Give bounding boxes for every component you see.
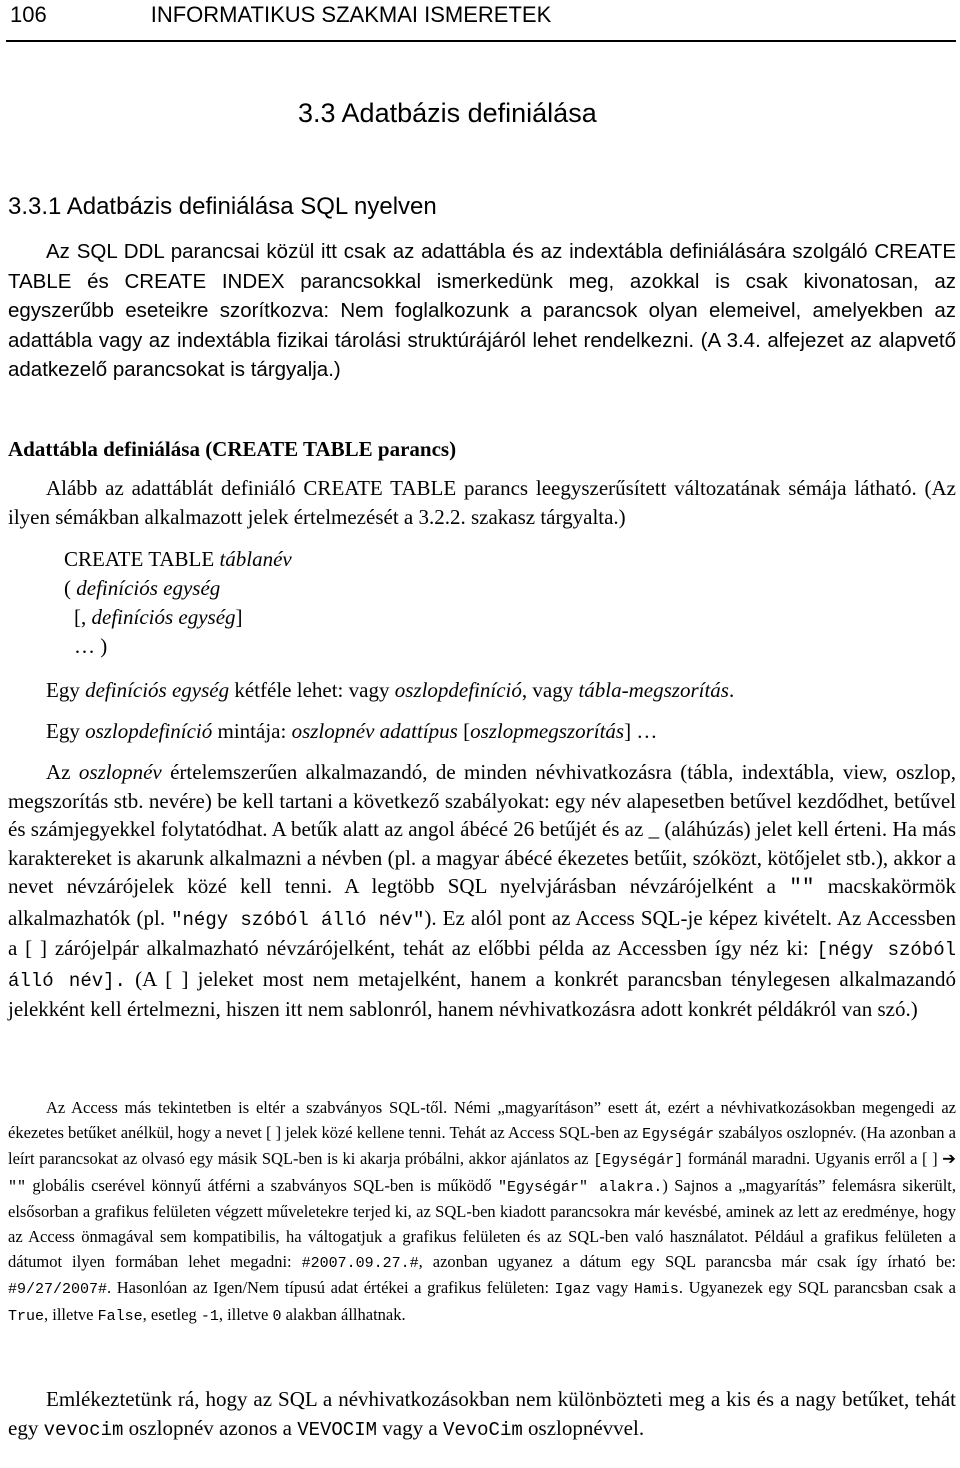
access-note-paragraph: Az Access más tekintetben is eltér a szabványos SQL-től. Némi „magyarításon” esett át, ezért a névhivatkozásokban megengedi az ékezetes betűket anélkül, hogy a nevet [ ] jelek közé kellene tenni. Tehát az Access SQL-ben az Egységár szabályos oszlopnév. (Ha azonban a leírt parancsokat az olvasó egy másik SQL-ben is ki akarja próbálni, akkor ajánlatos az [Egységár] formánál maradni. Ugyanis erről a [ ] ➔ ″″ globális cserével könnyű átférni a szabványos SQL-ben is működő ″Egységár″ alakra.) Sajnos a „magyarítás” felemásra sikerült, elsősorban a grafikus felületen végzett műveletekre terjed ki, az SQL-ben kiadott parancsokra már kevésbé, aminek az lett az eredménye, hogy az Access önmagával sem kompatibilis, ha váltogatjuk a grafikus felületen és az SQL-ben való használatot. Például a grafikus felületen a dátumot ilyen formában lehet megadni: #2007.09.27.#, azonban ugyanez a dátum egy SQL parancsba már csak így írható be: #9/27/2007#. Hasonlóan az Igen/Nem típusú adat értékei a grafikus felületen: Igaz vagy Hamis. Ugyanezek egy SQL parancsban csak a True, illetve False, esetleg -1, illetve 0 alakban állhatnak. xyxy=(8,1098,957,1325)
header-rule xyxy=(6,40,956,42)
running-header xyxy=(10,2,551,28)
syntax-line-4: … ) xyxy=(74,634,108,658)
syntax-line-3: [, definíciós egység] xyxy=(74,605,243,629)
block-heading: Adattábla definiálása (CREATE TABLE parancs) xyxy=(8,437,457,461)
intro-paragraph xyxy=(8,237,956,385)
reminder-paragraph: Emlékeztetünk rá, hogy az SQL a névhivatkozásokban nem különbözteti meg a kis és a nagy betűket, tehát egy vevocim oszlopnév azonos a VEVOCIM vagy a VevoCim oszlopnévvel. xyxy=(8,1387,956,1441)
syntax-schema xyxy=(64,545,292,661)
create-intro-paragraph: Alább az adattáblát definiáló CREATE TABLE parancs leegyszerűsített változatának sémája látható. (Az ilyen sémákban alkalmazott jelek értelmezését a 3.2.2. szakasz tárgyalta.) xyxy=(8,476,956,529)
running-title: INFORMATIKUS SZAKMAI ISMERETEK xyxy=(150,2,552,27)
section-title: 3.3 Adatbázis definiálása xyxy=(298,98,597,128)
intro-text: Az SQL DDL parancsai közül itt csak az adattábla és az indextábla definiálására szolgáló CREATE TABLE és CREATE INDEX parancsokkal ismerkedünk meg, azokkal is csak kivonatosan, az egyszerűbb eseteikre szorítkozva: Nem foglalkozunk a parancsok olyan elemeivel, amelyekben az adattábla vagy az indextábla fizikai tárolási struktúrájáról lehet rendelkezni. (A 3.4. alfejezet az alapvető adatkezelő parancsokat is tárgyalja.) xyxy=(8,240,956,381)
column-definition-paragraph: Egy oszlopdefiníció mintája: oszlopnév adattípus [oszlopmegszorítás] … xyxy=(46,719,658,743)
page-number: 106 xyxy=(10,2,47,27)
subsection-title: 3.3.1 Adatbázis definiálása SQL nyelven xyxy=(8,193,437,220)
syntax-line-1: CREATE TABLE táblanév xyxy=(64,547,292,571)
syntax-line-2: ( definíciós egység xyxy=(64,576,221,600)
definition-unit-paragraph: Egy definíciós egység kétféle lehet: vagy oszlopdefiníció, vagy tábla-megszorítás. xyxy=(46,678,735,702)
naming-rules-paragraph: Az oszlopnév értelemszerűen alkalmazandó, de minden névhivatkozásra (tábla, indextábla, view, oszlop, megszorítás stb. nevére) be kell tartani a következő szabályokat: egy név alapesetben betűvel kezdődhet, betűvel és számjegyekkel folytatódhat. A betűk alatt az angol ábécé 26 betűjét és az _ (aláhúzás) jelet kell érteni. Ha más karaktereket is akarunk alkalmazni a névben (pl. a magyar ábécé ékezetes betűit, szóközt, kötőjelet stb.), akkor a nevet névzárójelek közé kell tenni. A legtöbb SQL nyelvjárásban névzárójelként a ″″ macskakörmök alkalmazhatók (pl. ″négy szóból álló név″). Ez alól pont az Access SQL-je képez kivételt. Az Accessben a [ ] zárójelpár alkalmazható névzárójelként, tehát az előbbi példa az Accessben így néz ki: [négy szóból álló név]. (A [ ] jeleket most nem metajelként, hanem a konkrét parancsban ténylegesen alkalmazandó jelekként kell értelmezni, hiszen itt nem sablonról, hanem névhivatkozásra adott konkrét példákról van szó.) xyxy=(8,760,957,1021)
